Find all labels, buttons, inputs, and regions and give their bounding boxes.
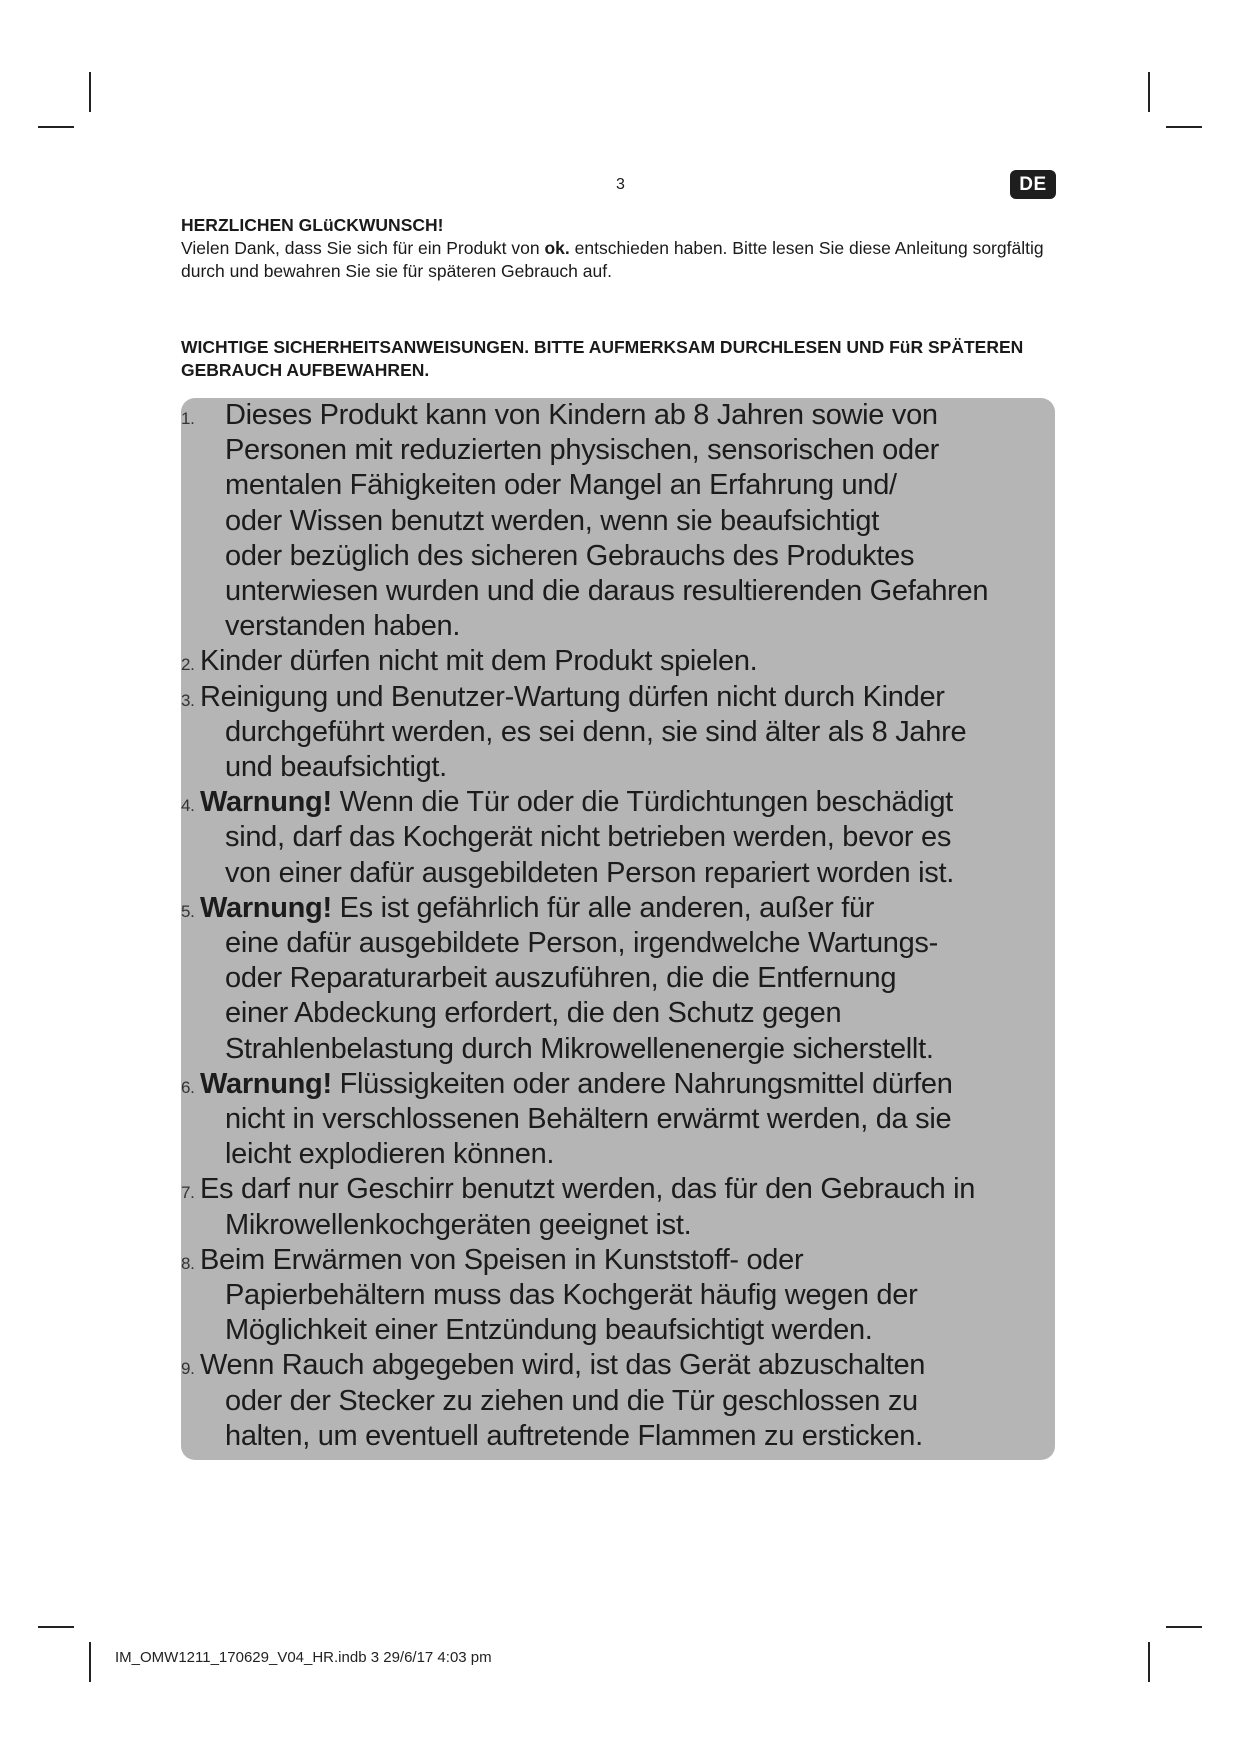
item-line: oder Wissen benutzt werden, wenn sie beaufsichtigt <box>225 504 879 537</box>
crop-mark <box>1166 1626 1202 1628</box>
item-line: Warnung! Flüssigkeiten oder andere Nahrungsmittel dürfen <box>200 1067 953 1100</box>
item-number: 5. <box>181 901 195 921</box>
item-line: Warnung! Es ist gefährlich für alle anderen, außer für <box>200 891 875 924</box>
item-line: einer Abdeckung erfordert, die den Schutz gegen <box>225 997 842 1030</box>
crop-mark <box>38 1626 74 1628</box>
safety-title: WICHTIGE SICHERHEITSANWEISUNGEN. BITTE AUFMERKSAM DURCHLESEN UND FüR SPÄTEREN GEBRAUCH AUFBEWAHREN. <box>181 337 1024 380</box>
intro-title: HERZLICHEN GLüCKWUNSCH! <box>181 215 444 235</box>
item-line: leicht explodieren können. <box>225 1138 555 1171</box>
item-line: Personen mit reduzierten physischen, sensorischen oder <box>225 434 940 467</box>
warning-label: Warnung! <box>200 891 332 924</box>
item-number: 7. <box>181 1183 195 1203</box>
item-line: Dieses Produkt kann von Kindern ab 8 Jahren sowie von <box>225 399 938 431</box>
item-line: Warnung! Wenn die Tür oder die Türdichtungen beschädigt <box>200 786 953 819</box>
item-line: nicht in verschlossenen Behältern erwärmt werden, da sie <box>225 1103 952 1136</box>
list-item <box>181 680 1055 786</box>
item-number: 3. <box>181 690 195 710</box>
item-number: 9. <box>181 1359 195 1379</box>
intro-text <box>181 237 1061 283</box>
item-line: sind, darf das Kochgerät nicht betrieben werden, bevor es <box>225 821 952 854</box>
intro-text-before: Vielen Dank, dass Sie sich für ein Produkt von <box>181 238 545 258</box>
item-line: Beim Erwärmen von Speisen in Kunststoff- oder <box>200 1243 804 1276</box>
intro-text-after: entschieden haben. Bitte lesen Sie diese Anleitung sorgfältig durch und bewahren Sie sie für späteren Gebrauch auf. <box>181 238 1044 281</box>
item-line: oder bezüglich des sicheren Gebrauchs des Produktes <box>225 539 915 572</box>
warning-label: Warnung! <box>200 1067 332 1100</box>
item-line: Papierbehältern muss das Kochgerät häufig wegen der <box>225 1279 918 1312</box>
item-line: Wenn Rauch abgegeben wird, ist das Gerät abzuschalten <box>200 1349 926 1382</box>
item-line: durchgeführt werden, es sei denn, sie sind älter als 8 Jahre <box>225 715 967 748</box>
language-badge: DE <box>1010 170 1056 199</box>
warning-label: Warnung! <box>200 786 332 819</box>
footer-file-info: IM_OMW1211_170629_V04_HR.indb 3 29/6/17 4:03 pm <box>115 1649 492 1666</box>
crop-mark <box>89 1642 91 1682</box>
crop-mark <box>38 126 74 128</box>
list-item <box>181 1348 1055 1454</box>
page-number: 3 <box>616 176 625 193</box>
safety-list <box>181 398 1055 1454</box>
brand-name: ok. <box>544 238 570 258</box>
crop-mark <box>1148 1642 1150 1682</box>
item-number: 4. <box>181 796 195 816</box>
item-line: Möglichkeit einer Entzündung beaufsichtigt werden. <box>225 1314 873 1347</box>
crop-mark <box>1148 72 1150 112</box>
item-number: 8. <box>181 1253 195 1273</box>
item-line: und beaufsichtigt. <box>225 751 447 784</box>
list-item <box>181 644 1055 679</box>
list-item <box>181 1067 1055 1173</box>
item-line: Es darf nur Geschirr benutzt werden, das für den Gebrauch in <box>200 1173 976 1206</box>
item-number: 1. <box>181 409 195 428</box>
item-number: 6. <box>181 1077 195 1097</box>
list-item <box>181 785 1055 891</box>
item-line: Kinder dürfen nicht mit dem Produkt spielen. <box>200 645 758 678</box>
item-line: Strahlenbelastung durch Mikrowellenenergie sicherstellt. <box>225 1032 934 1065</box>
crop-mark <box>1166 126 1202 128</box>
item-line: oder der Stecker zu ziehen und die Tür geschlossen zu <box>225 1384 918 1417</box>
crop-mark <box>89 72 91 112</box>
intro-section <box>181 214 1061 283</box>
list-item <box>181 398 1055 644</box>
item-line: von einer dafür ausgebildeten Person repariert worden ist. <box>225 856 954 889</box>
item-line: eine dafür ausgebildete Person, irgendwelche Wartungs- <box>225 927 938 960</box>
item-line: Mikrowellenkochgeräten geeignet ist. <box>225 1208 692 1241</box>
item-line: verstanden haben. <box>225 610 461 643</box>
item-number: 2. <box>181 655 195 675</box>
item-line: halten, um eventuell auftretende Flammen zu ersticken. <box>225 1419 923 1452</box>
item-line: oder Reparaturarbeit auszuführen, die die Entfernung <box>225 962 897 995</box>
list-item <box>181 1172 1055 1242</box>
item-line: Reinigung und Benutzer-Wartung dürfen nicht durch Kinder <box>200 680 945 713</box>
list-item <box>181 1243 1055 1349</box>
list-item <box>181 891 1055 1067</box>
item-line: unterwiesen wurden und die daraus resultierenden Gefahren <box>225 575 989 608</box>
safety-instructions-box <box>181 398 1055 1460</box>
item-line: mentalen Fähigkeiten oder Mangel an Erfahrung und/ <box>225 469 897 502</box>
